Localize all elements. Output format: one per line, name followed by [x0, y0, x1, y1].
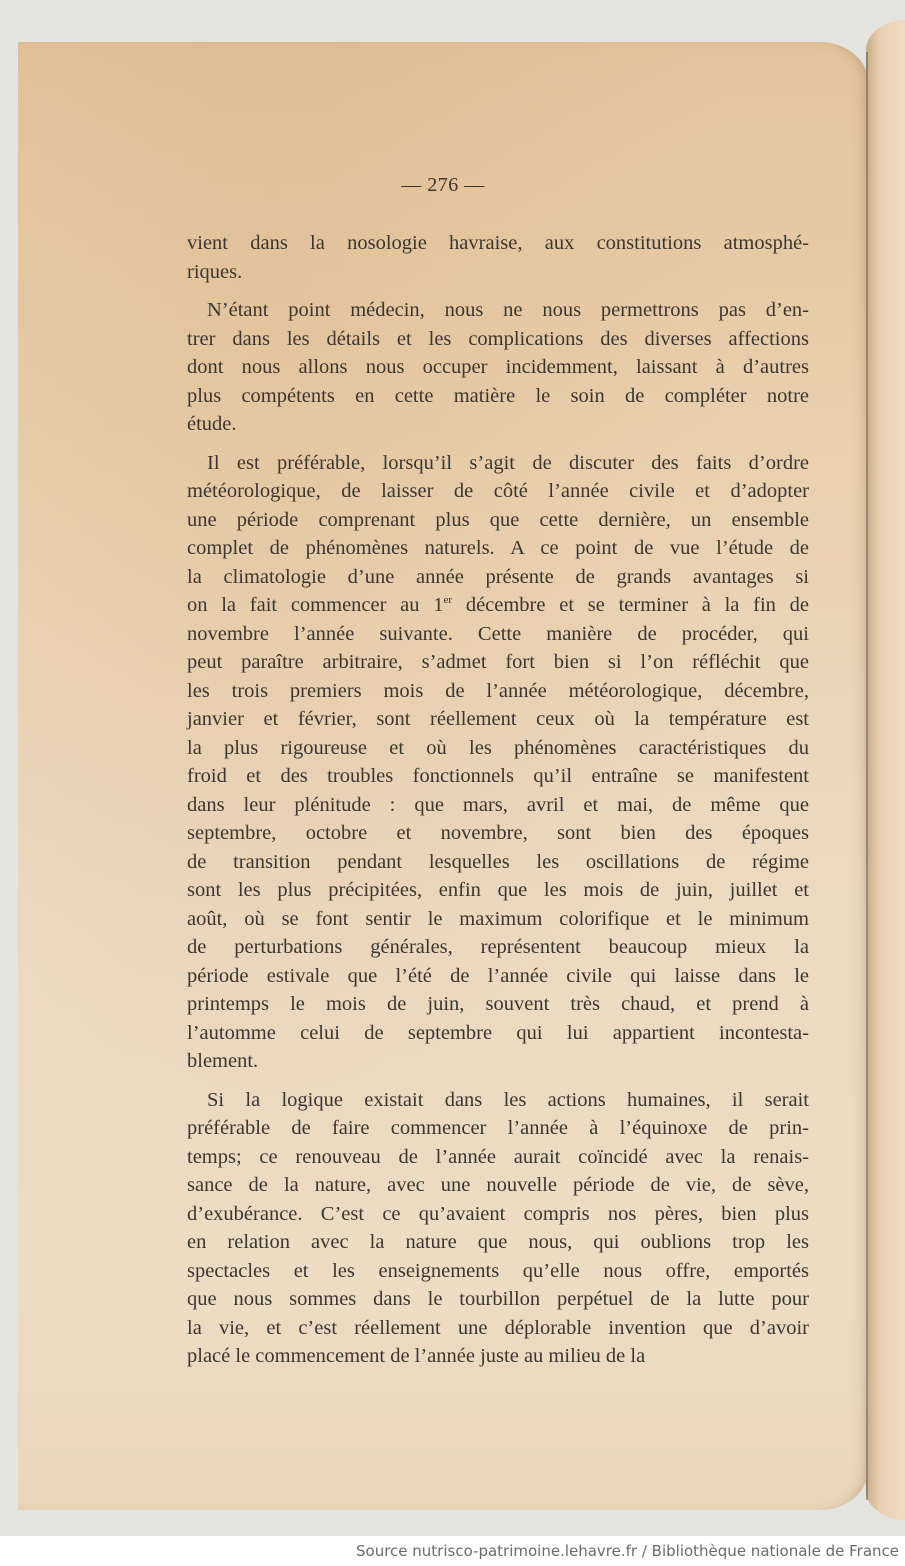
- text-line: de perturbations générales, représentent beaucoup mieux la: [187, 936, 809, 958]
- text-line: N’étant point médecin, nous ne nous permettrons pas d’en-: [207, 299, 809, 321]
- text-line: météorologique, de laisser de côté l’année civile et d’adopter: [187, 480, 809, 502]
- text-line: trer dans les détails et les complications des diverses affections: [187, 327, 809, 350]
- paragraph: [187, 229, 809, 286]
- text-line: août, où se font sentir le maximum colorifique et le minimum: [187, 907, 809, 930]
- text-line: dont nous allons nous occuper incidemment, laissant à d’autres: [187, 356, 809, 378]
- text-line: septembre, octobre et novembre, sont bien des époques: [187, 822, 809, 844]
- text-line: une période comprenant plus que cette dernière, un ensemble: [187, 508, 809, 531]
- text-line: sont les plus précipitées, enfin que les mois de juin, juillet et: [187, 879, 809, 901]
- text-line: temps; ce renouveau de l’année aurait coïncidé avec la renais-: [187, 1145, 809, 1168]
- paragraph: [187, 1086, 809, 1371]
- scanned-page: [18, 42, 868, 1510]
- text-line: riques.: [187, 260, 243, 283]
- text-line: peut paraître arbitraire, s’admet fort bien si l’on réfléchit que: [187, 651, 809, 673]
- text-line: spectacles et les enseignements qu’elle nous offre, emportés: [187, 1259, 809, 1282]
- text-line: placé le commencement de l’année juste au milieu de la: [187, 1345, 646, 1367]
- text-line: blement.: [187, 1050, 259, 1072]
- paragraph: [187, 296, 809, 439]
- text-line: la plus rigoureuse et où les phénomènes caractéristiques du: [187, 736, 809, 759]
- text-line: en relation avec la nature que nous, qui oublions trop les: [187, 1231, 809, 1253]
- text-line: la vie, et c’est réellement une déplorable invention que d’avoir: [187, 1316, 809, 1339]
- text-line: préférable de faire commencer l’année à l’équinoxe de prin-: [187, 1117, 809, 1139]
- text-line: étude.: [187, 413, 237, 435]
- text-line: froid et des troubles fonctionnels qu’il entraîne se manifestent: [187, 765, 809, 787]
- text-line: vient dans la nosologie havraise, aux constitutions atmosphé-: [187, 232, 809, 254]
- text-line: période estivale que l’été de l’année civile qui laisse dans le: [187, 964, 809, 987]
- body-text: [187, 229, 809, 1381]
- text-line: sance de la nature, avec une nouvelle période de vie, de sève,: [187, 1174, 809, 1196]
- text-line: les trois premiers mois de l’année météorologique, décembre,: [187, 679, 809, 702]
- page-number: — 276 —: [401, 174, 485, 196]
- text-line: dans leur plénitude : que mars, avril et mai, de même que: [187, 793, 809, 816]
- text-line: de transition pendant lesquelles les oscillations de régime: [187, 850, 809, 873]
- text-line: plus compétents en cette matière le soin de compléter notre: [187, 384, 809, 407]
- text-line: printemps le mois de juin, souvent très chaud, et prend à: [187, 993, 809, 1015]
- paragraph: [187, 449, 809, 1076]
- text-line: novembre l’année suivante. Cette manière de procéder, qui: [187, 622, 809, 645]
- text-line: l’automme celui de septembre qui lui appartient incontesta-: [187, 1021, 809, 1044]
- source-attribution: Source nutrisco-patrimoine.lehavre.fr / Bibliothèque nationale de France: [356, 1542, 899, 1560]
- text-line: Si la logique existait dans les actions humaines, il serait: [207, 1088, 809, 1111]
- text-line: Il est préférable, lorsqu’il s’agit de discuter des faits d’ordre: [207, 451, 809, 474]
- text-line: complet de phénomènes naturels. A ce point de vue l’étude de: [187, 537, 809, 559]
- text-line: d’exubérance. C’est ce qu’avaient compris nos pères, bien plus: [187, 1202, 809, 1225]
- facing-page-edge: [866, 20, 905, 1520]
- text-line: on la fait commencer au 1er décembre et se terminer à la fin de: [187, 594, 809, 616]
- text-line: la climatologie d’une année présente de grands avantages si: [187, 565, 809, 588]
- text-line: que nous sommes dans le tourbillon perpétuel de la lutte pour: [187, 1288, 809, 1310]
- text-line: janvier et février, sont réellement ceux où la température est: [187, 708, 809, 730]
